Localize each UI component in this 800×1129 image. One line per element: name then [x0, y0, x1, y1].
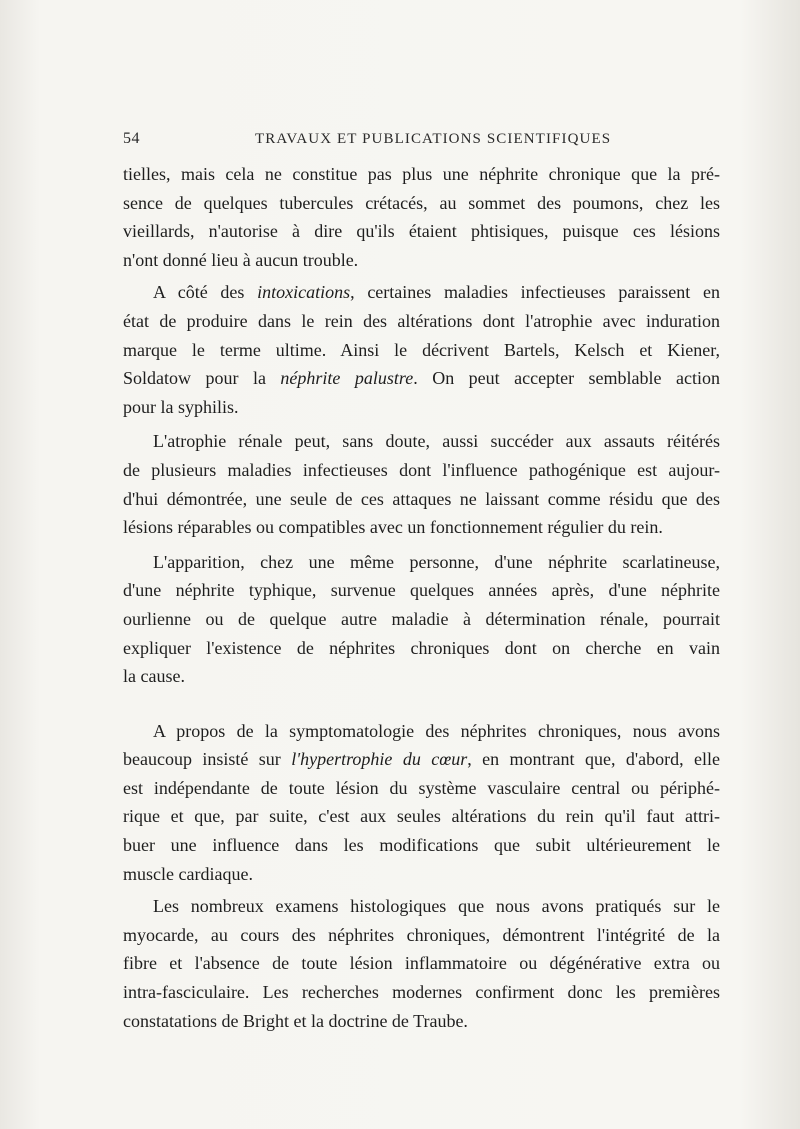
text-line: L'atrophie rénale peut, sans doute, aussi succéder aux assauts réitérés	[153, 431, 720, 452]
text-segment: , certaines maladies infectieuses paraissent en	[350, 282, 720, 303]
text-segment: Soldatow pour la	[123, 368, 281, 389]
text-line: de plusieurs maladies infectieuses dont l'influence pathogénique est aujour-	[123, 459, 720, 480]
paragraph	[123, 427, 720, 541]
text-line: sence de quelques tubercules crétacés, au sommet des poumons, chez les	[123, 192, 720, 213]
italic-term: néphrite palustre	[280, 368, 414, 389]
body-text	[123, 160, 720, 1035]
text-line: la cause.	[123, 666, 185, 687]
text-line	[123, 831, 720, 860]
text-line: fibre et l'absence de toute lésion inflammatoire ou dégénérative extra ou	[123, 953, 720, 974]
running-title: TRAVAUX ET PUBLICATIONS SCIENTIFIQUES	[255, 131, 612, 147]
text-line	[123, 717, 720, 746]
text-segment: muscle cardiaque.	[123, 863, 253, 884]
text-segment: est indépendante de toute lésion du système vasculaire central ou périphé-	[123, 777, 720, 798]
text-line: expliquer l'existence de néphrites chroniques dont on cherche en vain	[123, 637, 720, 658]
text-line: intra-fasciculaire. Les recherches modernes confirment donc les premières	[123, 982, 720, 1003]
text-line: n'ont donné lieu à aucun trouble.	[123, 249, 359, 270]
text-line: myocarde, au cours des néphrites chroniques, démontrent l'intégrité de la	[123, 924, 720, 945]
text-line	[123, 278, 720, 307]
text-line: Les nombreux examens histologiques que nous avons pratiqués sur le	[153, 896, 720, 917]
text-segment: marque le terme ultime. Ainsi le décrivent Bartels, Kelsch et Kiener,	[123, 339, 720, 360]
text-line	[123, 774, 720, 803]
paragraph	[123, 548, 720, 691]
text-line	[123, 336, 720, 365]
text-segment: état de produire dans le rein des altérations dont l'atrophie avec induration	[123, 310, 720, 331]
text-line	[123, 307, 720, 336]
text-segment: buer une influence dans les modifications que subit ultérieurement le	[123, 835, 720, 856]
page-header	[123, 130, 723, 156]
text-segment: , en montrant que, d'abord, elle	[467, 749, 721, 770]
text-line: lésions réparables ou compatibles avec un fonctionnement régulier du rein.	[123, 517, 663, 538]
text-line: ourlienne ou de quelque autre maladie à détermination rénale, pourrait	[123, 608, 720, 629]
text-line: vieillards, n'autorise à dire qu'ils étaient phtisiques, puisque ces lésions	[123, 221, 720, 242]
text-line	[123, 860, 720, 889]
text-line: L'apparition, chez une même personne, d'une néphrite scarlatineuse,	[153, 551, 720, 572]
text-segment: . On peut accepter semblable action	[413, 368, 720, 389]
italic-term: l'hypertrophie du cœur	[291, 749, 468, 770]
text-segment: A propos de la symptomatologie des néphrites chroniques, nous avons	[153, 720, 720, 741]
text-segment: pour la syphilis.	[123, 396, 239, 417]
text-line: d'hui démontrée, une seule de ces attaques ne laissant comme résidu que des	[123, 488, 720, 509]
italic-term: intoxications	[257, 282, 351, 303]
text-segment: beaucoup insisté sur	[123, 749, 292, 770]
text-segment: A côté des	[153, 282, 258, 303]
page-number: 54	[123, 130, 140, 147]
text-line: tielles, mais cela ne constitue pas plus une néphrite chronique que la pré-	[123, 164, 720, 184]
text-line	[123, 802, 720, 831]
paragraph	[123, 717, 720, 889]
text-line	[123, 393, 720, 422]
text-line	[123, 745, 720, 774]
paragraph	[123, 160, 720, 274]
text-line	[123, 364, 720, 393]
paragraph	[123, 892, 720, 1035]
text-segment: rique et que, par suite, c'est aux seules altérations du rein qu'il faut attri-	[123, 806, 720, 827]
text-line: d'une néphrite typhique, survenue quelques années après, d'une néphrite	[123, 580, 720, 601]
text-line: constatations de Bright et la doctrine de Traube.	[123, 1010, 468, 1031]
paragraph	[123, 278, 720, 421]
